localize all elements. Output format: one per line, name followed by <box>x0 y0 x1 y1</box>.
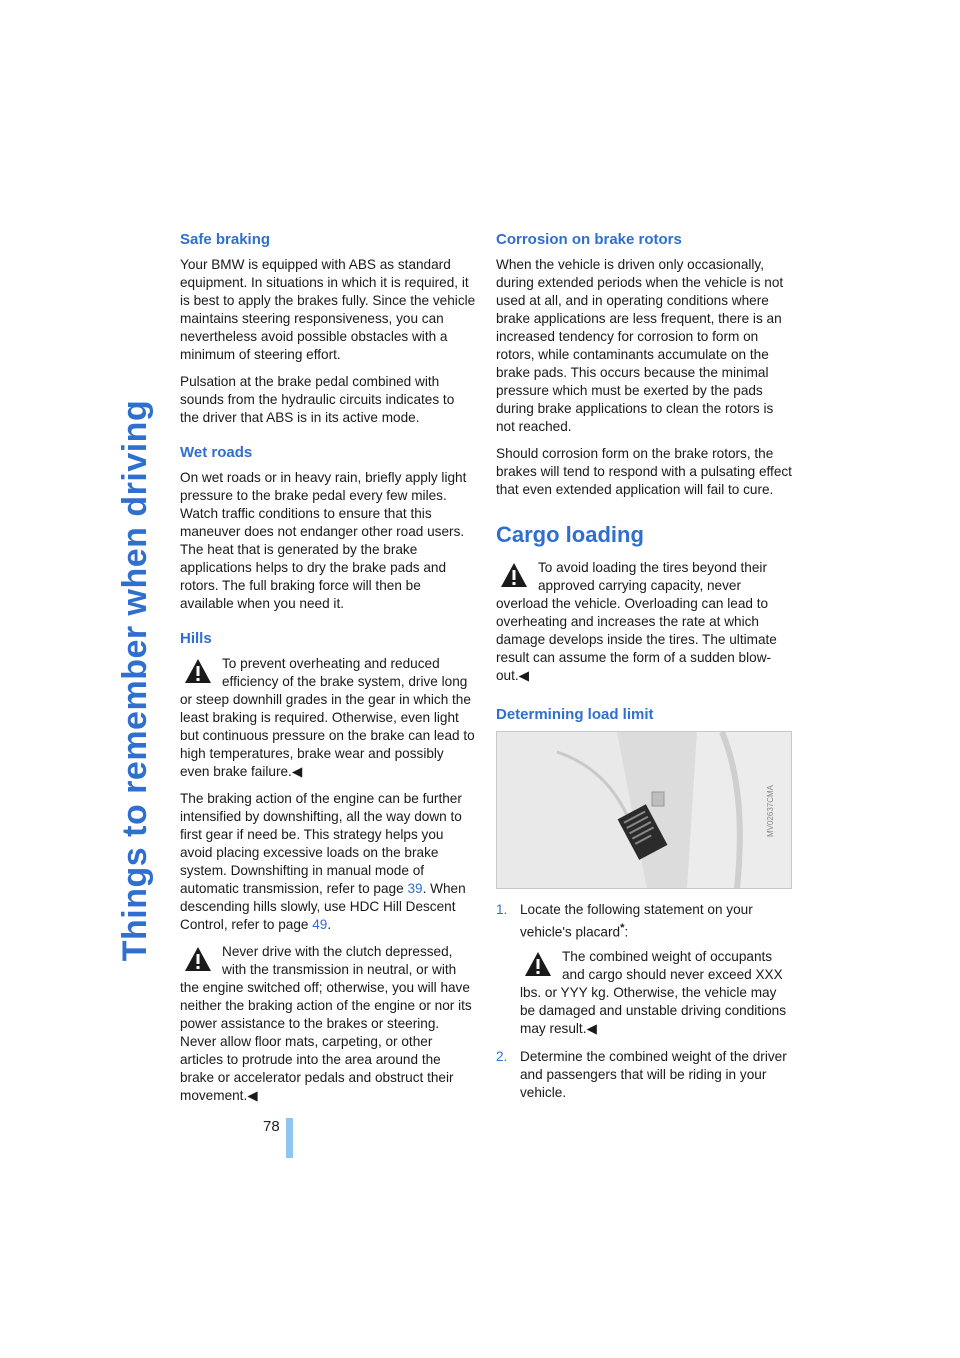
placard-warning <box>520 948 792 1038</box>
heading-cargo-loading: Cargo loading <box>496 522 644 547</box>
side-title: Things to remember when driving <box>116 399 154 961</box>
section-load-limit <box>496 705 792 1102</box>
step-number: 2. <box>496 1048 508 1064</box>
cargo-warning-text: To avoid loading the tires beyond their approved carrying capacity, never overload the vehicle. Overloading can lead to overheating and increases the rate at which damage develops inside the tires. The ultimate result can assume the form of a sudden blow-out.◀ <box>496 560 777 683</box>
safe-braking-p2: Pulsation at the brake pedal combined with sounds from the hydraulic circuits indicates to the driver that ABS is in its active mode. <box>180 374 455 425</box>
section-wet-roads <box>180 443 476 613</box>
corrosion-p2: Should corrosion form on the brake rotors, the brakes will tend to respond with a pulsating effect that even extended application will fail to cure. <box>496 446 792 497</box>
star-marker: * <box>620 922 625 934</box>
step-text: Locate the following statement on your vehicle's placard <box>520 902 753 940</box>
page-bar <box>286 1118 293 1158</box>
list-item <box>496 901 792 1038</box>
page-link-39[interactable]: 39 <box>407 881 423 896</box>
heading-load-limit: Determining load limit <box>496 706 654 723</box>
hills-p1-text-b: . When descending hills slowly, use HDC Hill Descent Control, refer to page <box>180 881 466 932</box>
hills-p1 <box>180 790 476 934</box>
step-colon: : <box>624 924 629 940</box>
heading-hills: Hills <box>180 630 212 647</box>
hills-p1-text-c: . <box>327 917 332 932</box>
page-number: 78 <box>263 1118 280 1135</box>
placard-warning-text: The combined weight of occupants and cargo should never exceed XXX lbs. or YYY kg. Otherwise, the vehicle may be damaged and unstable driving conditions may result.◀ <box>520 948 787 1036</box>
step-number: 1. <box>496 902 508 917</box>
warning-triangle-icon <box>524 950 552 978</box>
hills-warning-1 <box>180 655 476 781</box>
page-link-49[interactable]: 49 <box>312 917 328 932</box>
list-item <box>496 1048 792 1102</box>
wet-roads-p1: On wet roads or in heavy rain, briefly apply light pressure to the brake pedal every few miles. Watch traffic conditions to ensure that this maneuver does not endanger other road users. The heat that is generated by the brake applications helps to dry the brake pads and rotors. The full braking force will then be available when you need it. <box>180 470 467 611</box>
hills-warning-2-text-a: Never drive with the clutch depressed, with the transmission in neutral, or with the engine switched off; otherwise, you will have neither the braking action of the engine or nor its power assistance to the brakes or steering. <box>180 944 472 1031</box>
heading-corrosion: Corrosion on brake rotors <box>496 231 682 248</box>
door-placard-image <box>496 731 792 889</box>
section-safe-braking <box>180 230 476 427</box>
hills-warning-2-text-b: Never allow floor mats, carpeting, or other articles to protrude into the area around the brake or accelerator pedals and obstruct their movement.◀ <box>180 1034 454 1103</box>
heading-wet-roads: Wet roads <box>180 444 253 461</box>
left-column <box>180 230 476 1121</box>
cargo-warning <box>496 559 792 685</box>
section-corrosion <box>496 230 792 499</box>
door-pillar-illustration <box>497 732 791 888</box>
hills-p1-text-a: The braking action of the engine can be further intensified by downshifting, all the way down to first gear if need be. This strategy helps you avoid placing excessive loads on the brake system. Downshifting in manual mode of automatic transmission, refer to page <box>180 791 462 896</box>
side-title-wrap <box>113 230 158 1130</box>
hills-warning-1-text: To prevent overheating and reduced efficiency of the brake system, drive long or steep downhill grades in the gear in which the least braking is required. Otherwise, even light but continuous pressure on the brake can lead to high temperatures, brake wear and possibly even brake failure.◀ <box>180 656 475 779</box>
section-cargo-loading <box>496 521 792 685</box>
corrosion-p1: When the vehicle is driven only occasionally, during extended periods when the vehicle is not used at all, and in operating conditions where brake applications are less frequent, there is an increased tendency for corrosion to form on rotors, while contaminants accumulate on the brake pads. This occurs because the minimal pressure which must be exerted by the pads during brake applications to clean the rotors is not reached. <box>496 257 784 434</box>
warning-triangle-icon <box>500 561 528 589</box>
step-text: Determine the combined weight of the driver and passengers that will be riding in your vehicle. <box>520 1048 787 1100</box>
image-code: MV02637CMA <box>765 784 775 838</box>
load-limit-steps <box>496 901 792 1102</box>
safe-braking-p1: Your BMW is equipped with ABS as standard equipment. In situations in which it is required, it is best to apply the brakes fully. Since the vehicle maintains steering responsiveness, you can nevertheless avoid possible obstacles with a minimum of steering effort. <box>180 257 476 362</box>
right-column <box>496 230 792 1118</box>
heading-safe-braking: Safe braking <box>180 231 271 248</box>
hills-warning-2 <box>180 943 476 1033</box>
warning-triangle-icon <box>184 657 212 685</box>
warning-triangle-icon <box>184 945 212 973</box>
section-hills <box>180 629 476 1105</box>
